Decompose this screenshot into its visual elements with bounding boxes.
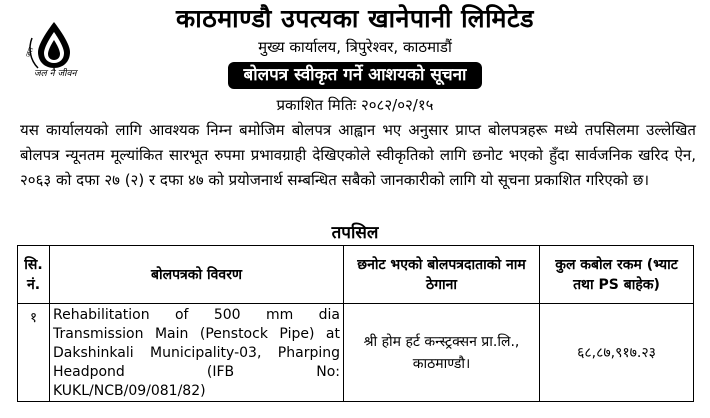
bid-schedule-table: [17, 245, 694, 402]
table-header-row: [18, 246, 694, 304]
cell-amount: ६८,८७,९१७.२३: [540, 304, 694, 402]
published-date: प्रकाशित मितिः २०८२/०२/१५: [276, 96, 434, 114]
cell-sn: १: [18, 304, 50, 402]
svg-text:जल: जल: [24, 46, 36, 59]
cell-bidder: श्री होम हर्ट कन्स्ट्रक्सन प्रा.लि., काठमाण्डौ।: [344, 304, 540, 402]
logo-text: जल नै जीवन: [34, 69, 77, 79]
organization-name: काठमाण्डौ उपत्यका खानेपानी लिमिटेड: [176, 4, 534, 33]
cell-description: Rehabilitation of 500 mm dia Transmission Main (Penstock Pipe) at Dakshinkali Municipality-03, Pharping Headpond (IFB No: KUKL/NCB/09/081/82): [50, 304, 344, 402]
col-header-description: बोलपत्रको विवरण: [50, 246, 344, 304]
col-header-amount: कुल कबोल रकम (भ्याट तथा PS बाहेक): [540, 246, 694, 304]
schedule-heading: तपसिल: [331, 223, 379, 243]
notice-title-banner: बोलपत्र स्वीकृत गर्ने आशयको सूचना: [228, 62, 483, 89]
col-header-bidder: छनोट भएको बोलपत्रदाताको नाम ठेगाना: [344, 246, 540, 304]
notice-paragraph: यस कार्यालयको लागि आवश्यक निम्न बमोजिम बोलपत्र आह्वान भए अनुसार प्राप्त बोलपत्रहरू मध्ये तपसिलमा उल्लेखित बोलपत्र न्यूनतम मूल्यांकित सारभूत रुपमा प्रभावग्राही देखिएकोले स्वीकृतिको लागि छनोट भएको हुँदा सार्वजनिक खरिद ऐन, २०६३ को दफा २७ (२) र दफा ४७ को प्रयोजनार्थ सम्बन्धित सबैको जानकारीको लागि यो सूचना प्रकाशित गरिएको छ।: [20, 121, 696, 190]
col-header-sn: सि. नं.: [18, 246, 50, 304]
table-row: [18, 304, 694, 402]
office-address: मुख्य कार्यालय, त्रिपुरेश्वर, काठमाडौं: [258, 38, 452, 56]
